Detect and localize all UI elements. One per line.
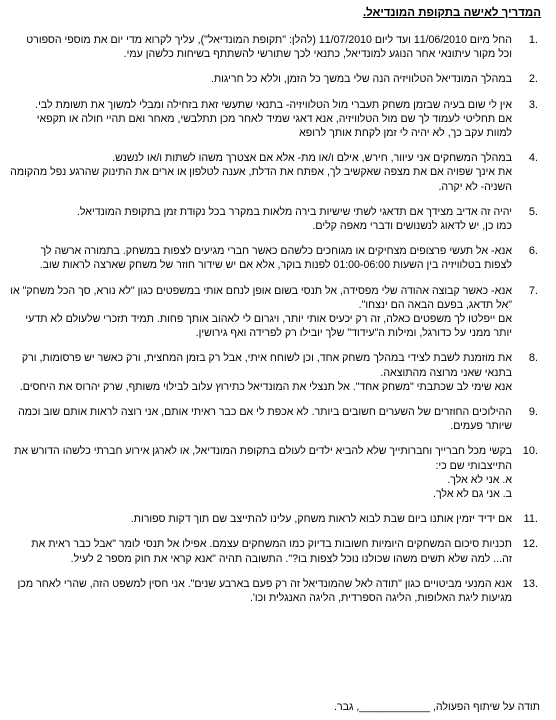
rule-number: 12.: [522, 538, 538, 551]
rule-text: כמו כן, יש לדאוג לנשנושים ודברי מאפה קלים.: [312, 220, 512, 233]
rule-text: את אינך שפויה אם את מצפה שאקשיב לך, אפתח את הדלת, אענה לטלפון או ארים את התינוק שהרגע נפל מהקומה השניה- לא יקרה.: [10, 166, 512, 193]
rule-number: 1.: [528, 34, 538, 46]
rule-number: 11.: [523, 513, 538, 526]
rule-text: בקשי מכל חברייך וחברותייך שלא להביא ילדים לעולם בתקופת המונדיאל, או לארגן אירוע חברתי כלשהו הדורש את התייצבותי שם כי:: [14, 445, 512, 472]
rule-text: במהלך המונדיאל הטלוויזיה הנה שלי במשך כל הזמן, וללא כל חריגות.: [210, 73, 512, 86]
rule-item: [10, 351, 544, 394]
rule-item: [10, 577, 544, 605]
rule-text: במהלך המשחקים אני עיוור, חירש, אילם ו/או מת- אלא אם אצטרך משהו לשתות ו/או לנשנש.: [112, 152, 512, 165]
rule-item: [10, 33, 544, 61]
rule-number: 10.: [522, 445, 538, 458]
rule-number: 5.: [528, 205, 538, 218]
rule-item: [10, 151, 544, 194]
rule-item: [10, 205, 544, 233]
rule-item: [10, 512, 544, 526]
rule-text: את מוזמנת לשבת לצידי במהלך משחק אחד, וכן לשוחח איתי, אבל רק בזמן המחצית, ורק כאשר יש פרסומות, ורק בתנאי שאני מרוצה מהתוצאה.: [21, 352, 512, 379]
rule-item: [10, 98, 544, 141]
rule-number: 4.: [528, 152, 538, 165]
rule-text: אין לי שום בעיה שבזמן משחק תעברי מול הטלוויזיה- בתנאי שתעשי זאת בזחילה ומבלי למשוך את תשומת לבי.: [35, 98, 512, 111]
rule-number: 9.: [528, 406, 538, 419]
rule-number: 8.: [528, 352, 538, 365]
rule-text: אם ידיד יזמין אותנו ביום שבת לבוא לראות משחק, עלינו להתייצב שם תוך דקות ספורות.: [130, 513, 512, 526]
rule-text: אנא שימי לב שכתבתי "משחק אחד". אל תנצלי את המונדיאל כתירוץ עלוב לבילוי משותף, שרק יהרוס את היחסים.: [19, 380, 512, 393]
rule-item: [10, 72, 544, 86]
rule-number: 2.: [528, 73, 538, 86]
rule-item: [10, 244, 544, 272]
rule-text: אנא המנעי מביטויים כגון "תודה לאל שהמונדיאל זה רק פעם בארבע שנים". אני חסין למשפט הזה, שהרי לאחר מכן מגיעות ליגת האלופות, הליגה הספרדית, הליגה האנגלית וכו'.: [17, 577, 512, 605]
rule-text: תכניות סיכום המשחקים היומיות חשובות בדיוק כמו המשחקים עצמם. אפילו אל תנסי לומר "אבל כבר ראית את זה... למה שלא תשים משהו שכולנו נוכל לצפות בו?". התשובה תהיה "אנא קראי את חוק מספר 2 לעיל.: [31, 538, 512, 565]
rule-item: [10, 537, 544, 565]
rule-item: [10, 405, 544, 433]
rule-text: ההילוכים החוזרים של השערים חשובים ביותר. לא אכפת לי אם כבר ראיתי אותם, אני רוצה לראות אותם שוב וכמה שיותר פעמים.: [18, 406, 512, 433]
rule-number: 3.: [528, 98, 538, 111]
rule-text: אנא- כאשר קבוצה אהודה שלי מפסידה, אל תנסי בשום אופן לנחם אותי במשפטים כגון "לא נורא, סך הכל משחק" או "אל תדאג, בפעם הבאה הם ינצחו".: [10, 284, 512, 311]
rule-subitem: א. אני לא אלך.: [447, 473, 512, 486]
rule-number: 6.: [528, 245, 538, 258]
rule-number: 13.: [522, 577, 538, 590]
rule-text: יהיה זה אדיב מצידך אם תדאגי לשתי שישיות בירה מלאות במקרר בכל נקודת זמן בתקופת המונדיאל.: [76, 205, 512, 218]
document-title: המדריך לאישה בתקופת המונדיאל.: [362, 7, 541, 19]
rule-text: אם תחליטי לעמוד לך שם מול הטלוויזיה, אנא דאגי שמיד לאחר מכן תתלבשי, מאחר ואם תהיי חולה או תקפאי למוות עקב כך, לא יהיה לי זמן לקחת אותך לרופא: [36, 112, 512, 140]
rule-text: החל מיום 11/06/2010 ועד ליום 11/07/2010 (להלן: "תקופת המונדיאל"), עליך לקרוא מדי יום את מוספי הספורט וכל מקור עיתונאי אחר הנוגע למונדיאל, כתנאי לכך שתורשי להשתתף בשיחות כלשהן עמי.: [26, 34, 512, 61]
rule-item: [10, 444, 544, 501]
rule-subitem: ב. אני גם לא אלך.: [433, 488, 512, 501]
rule-number: 7.: [528, 284, 538, 297]
rule-text: אם ייפלטו לך משפטים כאלה, זה רק יכעיס אותי יותר, ויגרום לי לאהוב אותך פחות. תמיד תזכרי שלעולם לא תדעי יותר ממני על כדורגל, ומילות ה"עידוד" שלך יובילו רק לפרידה ואף גירושין.: [25, 313, 512, 340]
footer-signature: תודה על שיתוף הפעולה, ____________, גבר.: [334, 701, 540, 713]
rules-list: [10, 33, 544, 605]
rule-text: אנא- אל תעשי פרצופים מצחיקים או מגוחכים כלשהם כאשר חברי מגיעים לצפות במשחק. בתמורה ארשה לך לצפות בטלוויזיה בין השעות 01:00-06:00 לפנות בוקר, אלא אם יש שידור חוזר של משחק שארצה לראות שוב.: [39, 245, 512, 272]
rule-item: [10, 284, 544, 341]
